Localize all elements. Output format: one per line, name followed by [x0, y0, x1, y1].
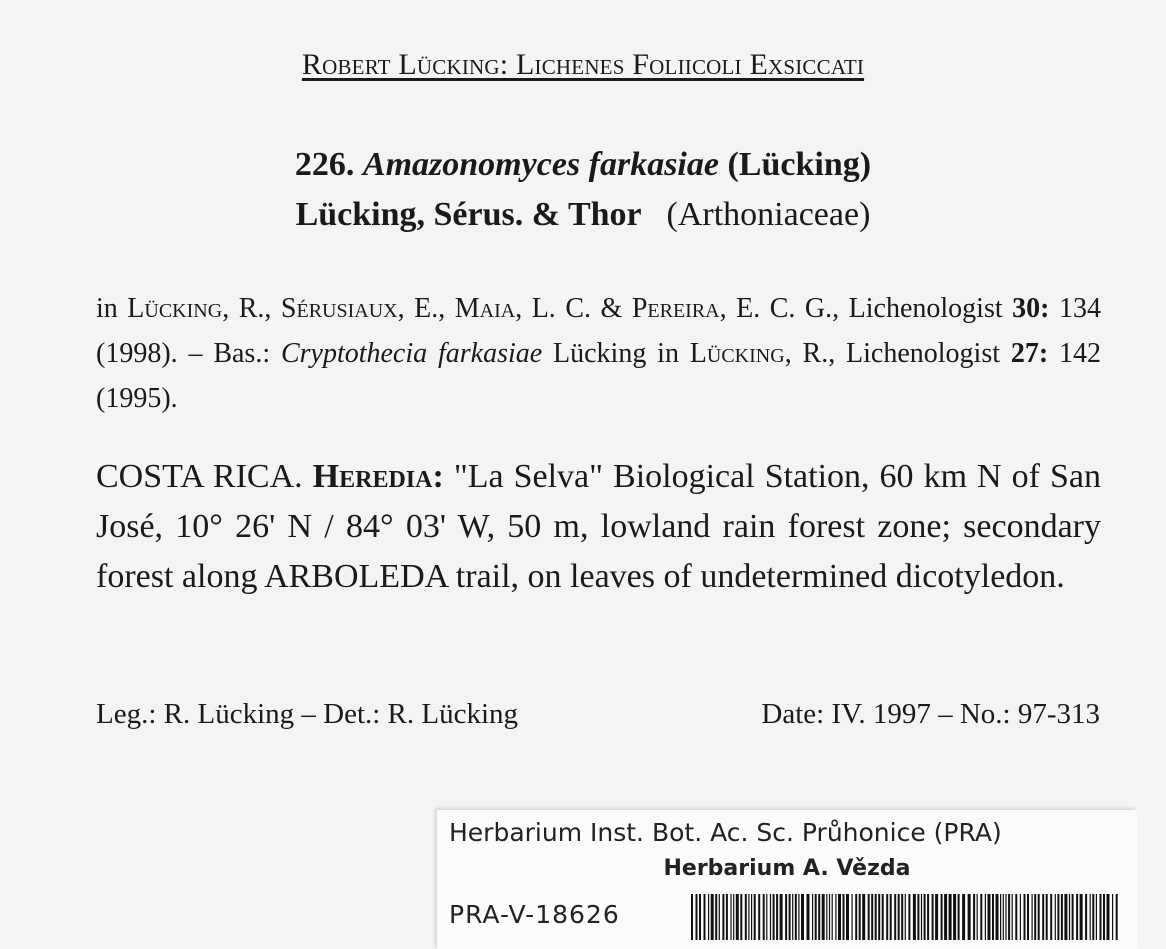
herbarium-sticker — [437, 810, 1137, 949]
barcode-icon — [691, 894, 1121, 940]
citation-text: Lücking in — [542, 338, 690, 369]
citation-text: , R., — [222, 293, 281, 324]
citation-text: , L. C. & — [515, 293, 632, 324]
literature-citation — [96, 286, 1101, 421]
locality-description — [96, 452, 1101, 602]
collection-date-number: Date: IV. 1997 – No.: 97-313 — [761, 698, 1100, 730]
citation-volume: 30: — [1012, 293, 1050, 324]
series-title: Robert Lücking: Lichenes Foliicoli Exsiccati — [301, 48, 865, 81]
species-title — [0, 140, 1166, 240]
citation-volume: 27: — [1010, 338, 1049, 369]
region: Heredia: — [312, 458, 444, 495]
basionym-author: (Lücking) — [727, 146, 872, 183]
title-line-2 — [0, 190, 1166, 240]
exsiccata-number: 226. — [294, 146, 355, 183]
specimen-id: PRA-V-18626 — [449, 900, 620, 929]
species-authors: Lücking, Sérus. & Thor — [295, 196, 642, 233]
series-header — [0, 48, 1166, 82]
species-name: Amazonomyces farkasiae — [362, 146, 719, 183]
citation-text: , E., — [397, 293, 455, 324]
country: COSTA RICA. — [96, 458, 303, 495]
basionym-name: Cryptothecia farkasiae — [280, 338, 543, 369]
collector-determiner: Leg.: R. Lücking – Det.: R. Lücking — [96, 698, 519, 730]
citation-text: 142 (1995). — [96, 338, 1102, 414]
locality-text: "La Selva" Biological Station, 60 km N of San José, 10° 26' N / 84° 03' W, 50 m, lowland rain forest zone; secondary forest along ARBOLEDA trail, on leaves of undetermined dicotyledon. — [96, 458, 1101, 595]
citation-in: in — [96, 293, 118, 324]
citation-author: Maia — [454, 293, 516, 324]
citation-author: Sérusiaux — [280, 293, 398, 324]
citation-text: , R., Lichenologist — [784, 338, 1011, 369]
herbarium-collection: Herbarium A. Vězda — [663, 856, 911, 881]
citation-author: Lücking — [127, 293, 223, 324]
citation-text: 134 (1998). – Bas.: — [96, 293, 1101, 369]
family-name: (Arthoniaceae) — [666, 196, 871, 233]
citation-text: , E. C. G., Lichenologist — [719, 293, 1013, 324]
herbarium-institution: Herbarium Inst. Bot. Ac. Sc. Průhonice (PRA) — [449, 818, 1002, 847]
citation-author: Pereira — [631, 293, 720, 324]
title-line-1 — [0, 140, 1166, 190]
citation-author: Lücking — [689, 338, 785, 369]
